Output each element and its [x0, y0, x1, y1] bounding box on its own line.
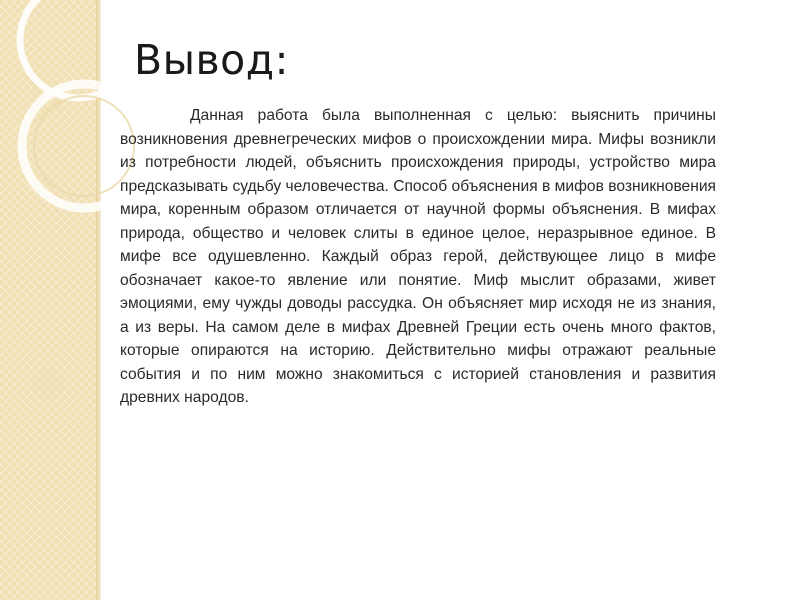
slide-title: Вывод: — [134, 36, 289, 84]
conclusion-paragraph: Данная работа была выполненная с целью: выяснить причины возникновения древнегреческих мифов о происхождении мира. Мифы возникли из потребности людей, объяснить происхождения природы, устройство мира предсказывать судьбу человечества. Способ объяснения в мифов возникновения мира, коренным образом отличается от научной формы объяснения. В мифах природа, общество и человек слиты в единое целое, неразрывное единое. В мифе все одушевленно. Каждый образ герой, действующее лицо в мифе обозначает какое-то явление или понятие. Миф мыслит образами, живет эмоциями, ему чужды доводы рассудка. Он объясняет мир исходя не из знания, а из веры. На самом деле в мифах Древней Греции есть очень много фактов, которые опираются на историю. Действительно мифы отражают реальные события и по ним можно знакомиться с историей становления и развития древних народов. — [120, 107, 716, 406]
